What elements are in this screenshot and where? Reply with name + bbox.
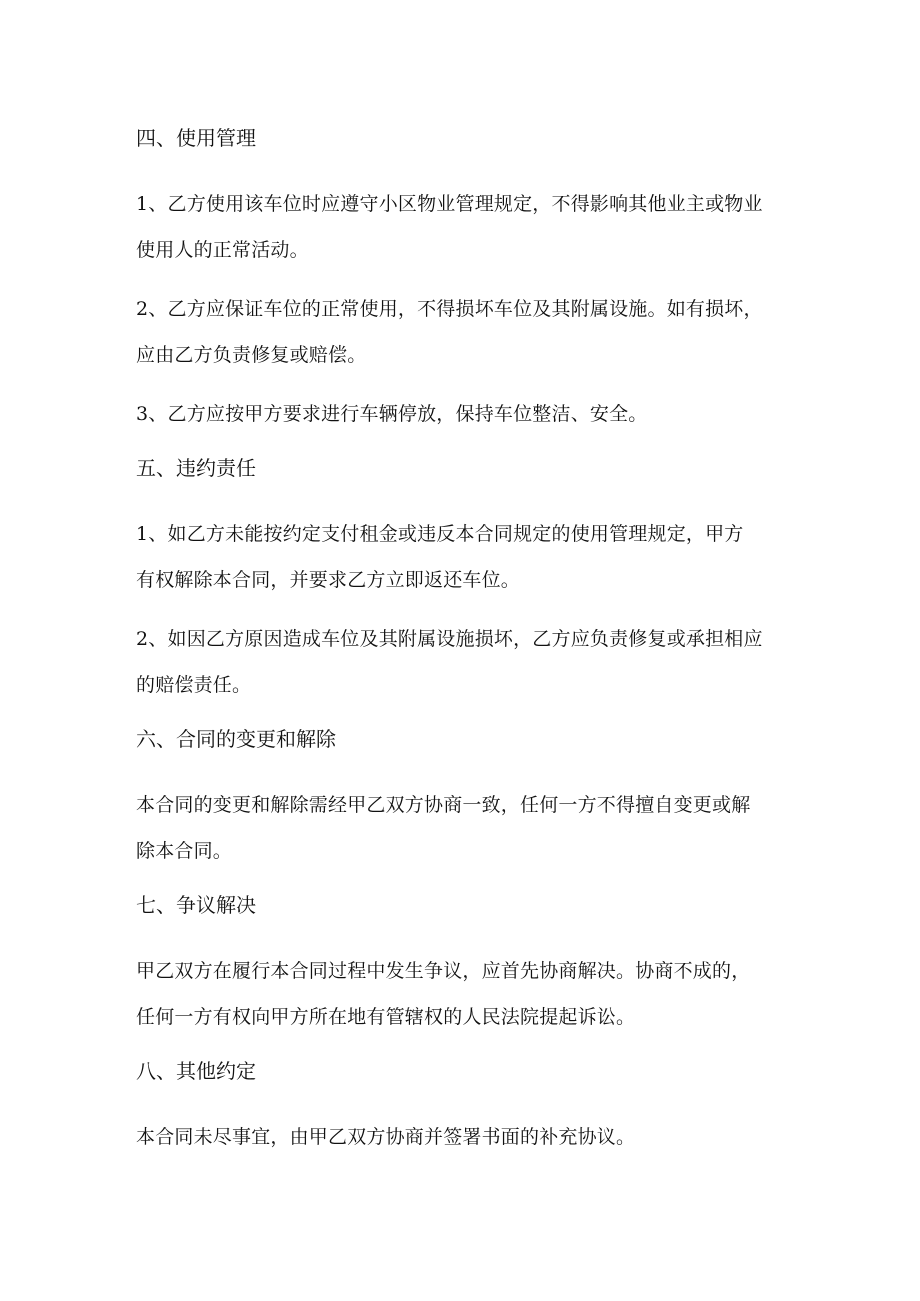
clause-paragraph (136, 1114, 796, 1160)
clause-line: 有权解除本合同，并要求乙方立即返还车位。 (136, 569, 521, 591)
clause-line: 甲乙双方在履行本合同过程中发生争议，应首先协商解决。协商不成的， (136, 960, 751, 982)
clause-line: 任何一方有权向甲方所在地有管辖权的人民法院提起诉讼。 (136, 1006, 636, 1028)
clause-line: 应由乙方负责修复或赔偿。 (136, 344, 367, 366)
section-other-terms (136, 1053, 796, 1160)
section-heading: 五、违约责任 (136, 456, 256, 480)
section-heading: 四、使用管理 (136, 126, 256, 150)
section-heading: 七、争议解决 (136, 893, 256, 917)
section-dispute-resolution (136, 887, 796, 1040)
clause-line: 本合同的变更和解除需经甲乙双方协商一致，任何一方不得擅自变更或解 (136, 794, 751, 816)
document-page (136, 120, 796, 1173)
clause-paragraph (136, 391, 796, 437)
clause-line: 的赔偿责任。 (136, 674, 252, 696)
clause-paragraph (136, 181, 796, 273)
clause-paragraph (136, 286, 796, 378)
section-heading: 八、其他约定 (136, 1059, 256, 1083)
clause-line: 1、乙方使用该车位时应遵守小区物业管理规定，不得影响其他业主或物业 (136, 193, 763, 215)
clause-line: 2、如因乙方原因造成车位及其附属设施损坏，乙方应负责修复或承担相应 (136, 628, 763, 650)
clause-line: 除本合同。 (136, 840, 233, 862)
clause-line: 1、如乙方未能按约定支付租金或违反本合同规定的使用管理规定，甲方 (136, 523, 744, 545)
clause-paragraph (136, 782, 796, 874)
clause-line: 3、乙方应按甲方要求进行车辆停放，保持车位整洁、安全。 (136, 403, 648, 425)
section-contract-change (136, 721, 796, 874)
section-breach-liability (136, 450, 796, 708)
clause-paragraph (136, 616, 796, 708)
section-heading: 六、合同的变更和解除 (136, 727, 336, 751)
section-usage-management (136, 120, 796, 437)
clause-paragraph (136, 511, 796, 603)
clause-line: 使用人的正常活动。 (136, 239, 309, 261)
clause-paragraph (136, 948, 796, 1040)
clause-line: 本合同未尽事宜，由甲乙双方协商并签署书面的补充协议。 (136, 1126, 636, 1148)
clause-line: 2、乙方应保证车位的正常使用，不得损坏车位及其附属设施。如有损坏， (136, 298, 763, 320)
